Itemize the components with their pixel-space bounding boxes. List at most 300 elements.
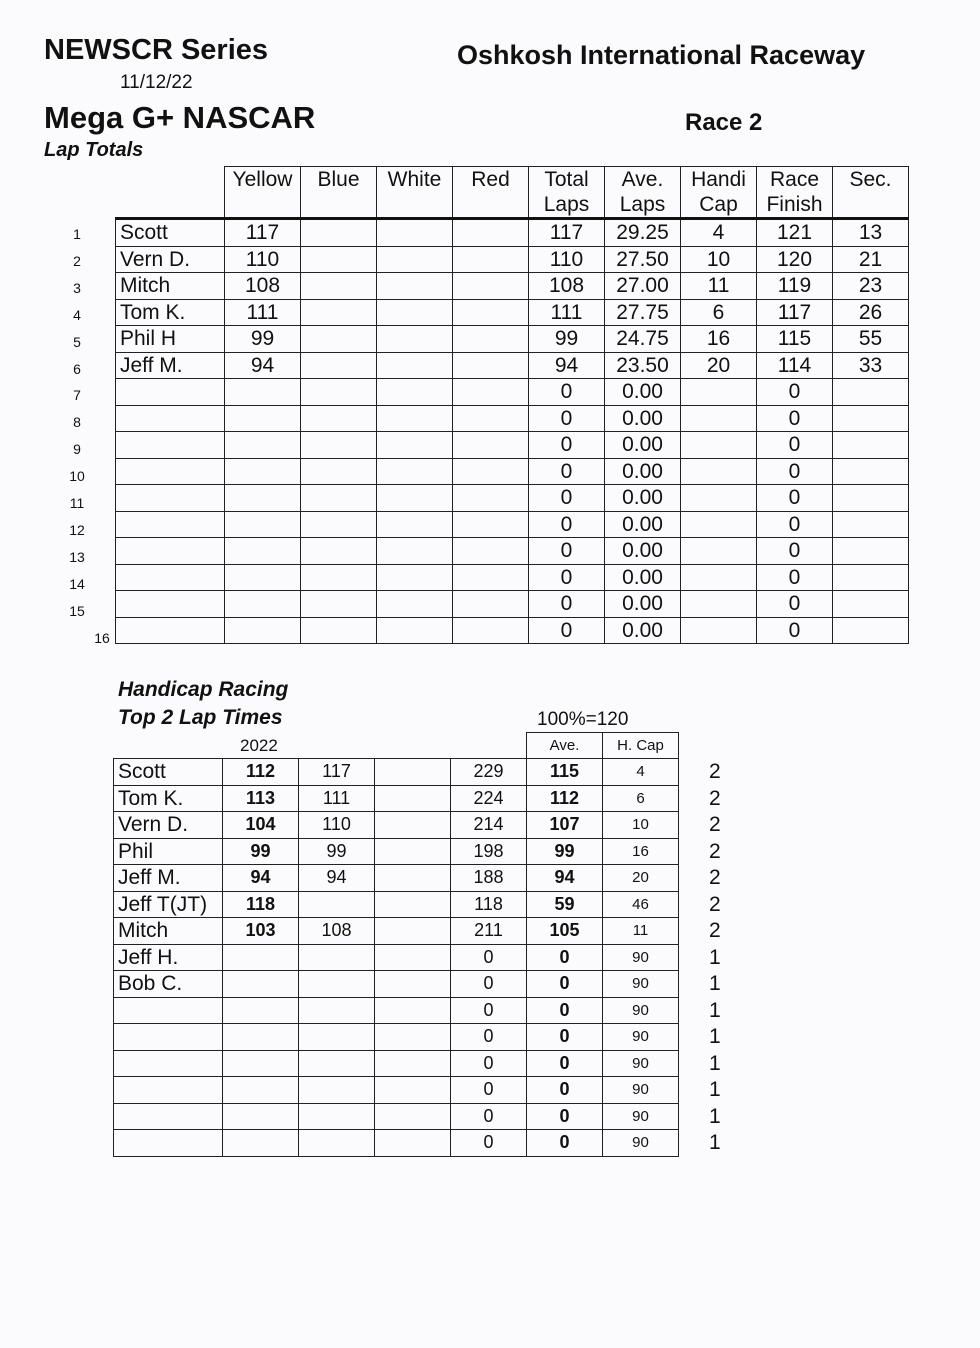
cell-lap2: 110 xyxy=(299,812,375,839)
column-header xyxy=(377,167,453,219)
cell-total: 99 xyxy=(529,326,605,353)
cell-sum: 0 xyxy=(451,997,527,1024)
handicap-table xyxy=(113,732,759,1157)
column-header-ave: Ave. xyxy=(527,733,603,759)
column-header xyxy=(605,167,681,219)
cell-name: Mitch xyxy=(114,918,223,945)
cell-hcap: 90 xyxy=(603,971,679,998)
cell-count: 2 xyxy=(709,866,721,890)
cell-ave: 27.50 xyxy=(605,246,681,273)
cell-sum: 0 xyxy=(451,1103,527,1130)
cell-sec xyxy=(833,458,909,485)
cell-blank xyxy=(375,865,451,892)
header-blank xyxy=(451,733,527,759)
table-row xyxy=(114,1130,759,1157)
cell-lap2 xyxy=(299,1130,375,1157)
cell-hcap: 90 xyxy=(603,997,679,1024)
cell-lap2: 108 xyxy=(299,918,375,945)
row-number: 16 xyxy=(94,629,110,646)
cell-total: 111 xyxy=(529,299,605,326)
cell-ave: 23.50 xyxy=(605,352,681,379)
cell-lap2 xyxy=(299,997,375,1024)
cell-lap2 xyxy=(299,891,375,918)
cell-red xyxy=(453,591,529,618)
cell-count: 1 xyxy=(709,972,721,996)
cell-lap2: 111 xyxy=(299,785,375,812)
cell-total: 0 xyxy=(529,432,605,459)
cell-name: Phil xyxy=(114,838,223,865)
cell-lap1 xyxy=(223,1024,299,1051)
cell-sec xyxy=(833,617,909,644)
cell-red xyxy=(453,299,529,326)
column-header-bottom: Cap xyxy=(699,193,738,216)
cell-sec: 13 xyxy=(833,219,909,247)
cell-sum: 198 xyxy=(451,838,527,865)
cell-handicap xyxy=(681,591,757,618)
cell-blank xyxy=(375,997,451,1024)
cell-hcap: 90 xyxy=(603,1077,679,1104)
column-header-top: Yellow xyxy=(232,168,293,191)
header-blank xyxy=(114,733,223,759)
table-row xyxy=(116,538,909,565)
cell-ave: 0 xyxy=(527,1130,603,1157)
cell-handicap: 4 xyxy=(681,219,757,247)
cell-sum: 118 xyxy=(451,891,527,918)
column-header xyxy=(681,167,757,219)
cell-lap1 xyxy=(223,1050,299,1077)
cell-finish: 119 xyxy=(757,273,833,300)
cell-handicap: 11 xyxy=(681,273,757,300)
cell-blue xyxy=(301,591,377,618)
cell-lap2 xyxy=(299,1050,375,1077)
cell-lap2: 94 xyxy=(299,865,375,892)
cell-white xyxy=(377,352,453,379)
cell-red xyxy=(453,326,529,353)
cell-handicap xyxy=(681,485,757,512)
cell-lap1 xyxy=(223,971,299,998)
cell-blue xyxy=(301,246,377,273)
cell-ave: 107 xyxy=(527,812,603,839)
cell-ave: 105 xyxy=(527,918,603,945)
cell-name xyxy=(116,591,225,618)
season-year: 2022 xyxy=(240,736,278,755)
column-header xyxy=(529,167,605,219)
cell-lap1 xyxy=(223,1130,299,1157)
table-row xyxy=(114,1103,759,1130)
cell-name: Tom K. xyxy=(116,299,225,326)
column-header-top: Race xyxy=(769,168,820,191)
cell-ave: 99 xyxy=(527,838,603,865)
cell-hcap: 16 xyxy=(603,838,679,865)
cell-total: 0 xyxy=(529,405,605,432)
cell-name xyxy=(116,485,225,512)
cell-lap1 xyxy=(223,1103,299,1130)
cell-ave: 27.00 xyxy=(605,273,681,300)
cell-handicap xyxy=(681,617,757,644)
cell-blank xyxy=(375,944,451,971)
cell-red xyxy=(453,485,529,512)
cell-blue xyxy=(301,617,377,644)
cell-lap1: 94 xyxy=(223,865,299,892)
table-row xyxy=(116,326,909,353)
cell-hcap: 11 xyxy=(603,918,679,945)
cell-count: 2 xyxy=(709,892,721,916)
cell-name: Scott xyxy=(116,219,225,247)
class-name: Mega G+ NASCAR xyxy=(44,100,316,135)
table-row xyxy=(116,379,909,406)
column-header-top: Handi xyxy=(691,168,746,191)
percent-note: 100%=120 xyxy=(537,709,629,730)
track-name: Oshkosh International Raceway xyxy=(457,40,866,70)
cell-sum: 224 xyxy=(451,785,527,812)
cell-sec: 26 xyxy=(833,299,909,326)
cell-name xyxy=(116,538,225,565)
table-row xyxy=(116,617,909,644)
cell-yellow xyxy=(225,432,301,459)
cell-red xyxy=(453,432,529,459)
cell-ave: 112 xyxy=(527,785,603,812)
header-blank xyxy=(299,733,375,759)
cell-blank xyxy=(375,1024,451,1051)
cell-white xyxy=(377,326,453,353)
cell-sum: 0 xyxy=(451,971,527,998)
row-number: 5 xyxy=(73,333,81,350)
cell-blank xyxy=(375,918,451,945)
cell-yellow xyxy=(225,511,301,538)
cell-ave: 29.25 xyxy=(605,219,681,247)
cell-lap1: 112 xyxy=(223,759,299,786)
table-row xyxy=(114,838,759,865)
cell-sec xyxy=(833,564,909,591)
cell-finish: 114 xyxy=(757,352,833,379)
cell-name: Vern D. xyxy=(116,246,225,273)
row-number: 3 xyxy=(73,279,81,296)
cell-white xyxy=(377,432,453,459)
table-row xyxy=(116,564,909,591)
cell-handicap xyxy=(681,564,757,591)
cell-handicap: 10 xyxy=(681,246,757,273)
row-number: 12 xyxy=(69,521,85,538)
cell-blue xyxy=(301,564,377,591)
cell-finish: 0 xyxy=(757,405,833,432)
cell-lap1: 99 xyxy=(223,838,299,865)
cell-total: 0 xyxy=(529,538,605,565)
cell-sec xyxy=(833,405,909,432)
cell-white xyxy=(377,564,453,591)
row-number: 9 xyxy=(73,441,81,458)
cell-red xyxy=(453,405,529,432)
cell-finish: 0 xyxy=(757,458,833,485)
cell-count: 2 xyxy=(709,786,721,810)
cell-red xyxy=(453,511,529,538)
cell-count: 2 xyxy=(709,760,721,784)
cell-blank xyxy=(375,1077,451,1104)
cell-red xyxy=(453,352,529,379)
cell-sum: 0 xyxy=(451,1130,527,1157)
cell-white xyxy=(377,591,453,618)
cell-hcap: 20 xyxy=(603,865,679,892)
cell-name: Jeff T(JT) xyxy=(114,891,223,918)
cell-name: Vern D. xyxy=(114,812,223,839)
cell-total: 0 xyxy=(529,485,605,512)
cell-name xyxy=(116,511,225,538)
cell-name xyxy=(114,1024,223,1051)
table-row xyxy=(116,432,909,459)
row-number: 7 xyxy=(73,387,81,404)
cell-blue xyxy=(301,538,377,565)
cell-sum: 0 xyxy=(451,1024,527,1051)
column-header xyxy=(833,167,909,219)
cell-lap1 xyxy=(223,944,299,971)
cell-name xyxy=(114,1077,223,1104)
cell-hcap: 46 xyxy=(603,891,679,918)
cell-lap1: 104 xyxy=(223,812,299,839)
cell-white xyxy=(377,379,453,406)
cell-count: 1 xyxy=(709,1104,721,1128)
header-blank xyxy=(679,733,759,759)
cell-ave: 0 xyxy=(527,997,603,1024)
column-header-top: Total xyxy=(544,168,589,191)
cell-white xyxy=(377,246,453,273)
cell-count: 1 xyxy=(709,998,721,1022)
cell-ave: 94 xyxy=(527,865,603,892)
cell-name xyxy=(116,564,225,591)
column-header xyxy=(225,167,301,219)
cell-yellow xyxy=(225,591,301,618)
cell-ave: 0 xyxy=(527,1024,603,1051)
cell-finish: 0 xyxy=(757,379,833,406)
cell-finish: 120 xyxy=(757,246,833,273)
header-blank xyxy=(375,733,451,759)
table-row xyxy=(116,405,909,432)
cell-blue xyxy=(301,352,377,379)
cell-ave: 0 xyxy=(527,944,603,971)
cell-lap1 xyxy=(223,1077,299,1104)
cell-handicap xyxy=(681,405,757,432)
cell-finish: 0 xyxy=(757,564,833,591)
cell-yellow xyxy=(225,458,301,485)
cell-name: Jeff M. xyxy=(116,352,225,379)
cell-hcap: 90 xyxy=(603,1050,679,1077)
table-row xyxy=(114,891,759,918)
race-date: 11/12/22 xyxy=(120,72,193,93)
cell-red xyxy=(453,273,529,300)
cell-yellow xyxy=(225,564,301,591)
cell-name: Tom K. xyxy=(114,785,223,812)
cell-ave: 0.00 xyxy=(605,617,681,644)
cell-ave: 0.00 xyxy=(605,511,681,538)
cell-white xyxy=(377,458,453,485)
cell-yellow: 108 xyxy=(225,273,301,300)
cell-ave: 59 xyxy=(527,891,603,918)
cell-lap1: 118 xyxy=(223,891,299,918)
cell-handicap: 20 xyxy=(681,352,757,379)
cell-blue xyxy=(301,379,377,406)
cell-blank xyxy=(375,971,451,998)
cell-sec xyxy=(833,511,909,538)
cell-sec xyxy=(833,379,909,406)
cell-lap2 xyxy=(299,971,375,998)
column-header-top: Blue xyxy=(317,168,360,191)
column-header-bottom: Laps xyxy=(619,193,666,216)
cell-sec xyxy=(833,538,909,565)
cell-red xyxy=(453,458,529,485)
table-row xyxy=(116,246,909,273)
cell-total: 0 xyxy=(529,379,605,406)
cell-sum: 0 xyxy=(451,1050,527,1077)
cell-finish: 115 xyxy=(757,326,833,353)
column-header-top: White xyxy=(387,168,442,191)
table-row xyxy=(114,1077,759,1104)
cell-blank xyxy=(375,759,451,786)
cell-ave: 0 xyxy=(527,1077,603,1104)
cell-yellow xyxy=(225,538,301,565)
table-row xyxy=(114,944,759,971)
cell-yellow: 110 xyxy=(225,246,301,273)
row-number: 8 xyxy=(73,414,81,431)
cell-finish: 0 xyxy=(757,591,833,618)
lap-totals-header xyxy=(116,167,909,219)
cell-name xyxy=(116,617,225,644)
cell-blank xyxy=(375,1050,451,1077)
cell-sec xyxy=(833,432,909,459)
cell-total: 0 xyxy=(529,591,605,618)
cell-total: 110 xyxy=(529,246,605,273)
cell-white xyxy=(377,538,453,565)
handicap-title: Handicap Racing xyxy=(118,678,289,701)
table-row xyxy=(114,971,759,998)
cell-name xyxy=(114,997,223,1024)
cell-total: 0 xyxy=(529,617,605,644)
cell-ave: 0.00 xyxy=(605,591,681,618)
cell-count: 2 xyxy=(709,813,721,837)
cell-count: 1 xyxy=(709,1131,721,1155)
column-header-hcap: H. Cap xyxy=(603,733,679,759)
cell-sum: 214 xyxy=(451,812,527,839)
cell-finish: 0 xyxy=(757,432,833,459)
cell-total: 108 xyxy=(529,273,605,300)
cell-blue xyxy=(301,299,377,326)
cell-ave: 0 xyxy=(527,1103,603,1130)
cell-hcap: 6 xyxy=(603,785,679,812)
cell-white xyxy=(377,617,453,644)
cell-hcap: 90 xyxy=(603,1103,679,1130)
cell-ave: 115 xyxy=(527,759,603,786)
table-row xyxy=(114,997,759,1024)
cell-lap2 xyxy=(299,1103,375,1130)
cell-blue xyxy=(301,485,377,512)
cell-yellow xyxy=(225,617,301,644)
cell-blue xyxy=(301,326,377,353)
cell-finish: 0 xyxy=(757,511,833,538)
cell-lap2: 117 xyxy=(299,759,375,786)
cell-blue xyxy=(301,432,377,459)
row-number: 11 xyxy=(69,495,85,511)
row-number: 2 xyxy=(73,252,81,269)
cell-white xyxy=(377,299,453,326)
cell-handicap xyxy=(681,432,757,459)
cell-name xyxy=(116,432,225,459)
cell-yellow: 99 xyxy=(225,326,301,353)
cell-sum: 0 xyxy=(451,1077,527,1104)
cell-sum: 229 xyxy=(451,759,527,786)
column-header-bottom: Finish xyxy=(766,193,823,216)
cell-ave: 0 xyxy=(527,971,603,998)
cell-lap2: 99 xyxy=(299,838,375,865)
column-header-top: Sec. xyxy=(849,168,892,191)
cell-lap1 xyxy=(223,997,299,1024)
cell-lap1: 113 xyxy=(223,785,299,812)
cell-red xyxy=(453,564,529,591)
cell-count: 1 xyxy=(709,1025,721,1049)
cell-sec: 23 xyxy=(833,273,909,300)
cell-yellow: 111 xyxy=(225,299,301,326)
cell-lap1: 103 xyxy=(223,918,299,945)
cell-blue xyxy=(301,458,377,485)
table-row xyxy=(116,299,909,326)
cell-ave: 0.00 xyxy=(605,538,681,565)
handicap-header xyxy=(114,733,759,759)
row-number: 10 xyxy=(69,468,85,485)
cell-ave: 0.00 xyxy=(605,405,681,432)
cell-name: Bob C. xyxy=(114,971,223,998)
cell-white xyxy=(377,485,453,512)
cell-blank xyxy=(375,785,451,812)
cell-hcap: 90 xyxy=(603,1024,679,1051)
cell-count: 2 xyxy=(709,839,721,863)
cell-blank xyxy=(375,838,451,865)
table-row xyxy=(116,511,909,538)
cell-hcap: 90 xyxy=(603,1130,679,1157)
section-title: Lap Totals xyxy=(44,139,144,161)
cell-blank xyxy=(375,891,451,918)
cell-blue xyxy=(301,219,377,247)
table-row xyxy=(114,865,759,892)
cell-blue xyxy=(301,405,377,432)
cell-blank xyxy=(375,812,451,839)
cell-hcap: 10 xyxy=(603,812,679,839)
cell-red xyxy=(453,219,529,247)
cell-sum: 188 xyxy=(451,865,527,892)
cell-total: 0 xyxy=(529,458,605,485)
cell-sec xyxy=(833,485,909,512)
cell-ave: 0 xyxy=(527,1050,603,1077)
cell-yellow xyxy=(225,379,301,406)
cell-name xyxy=(116,458,225,485)
table-row xyxy=(116,273,909,300)
cell-total: 0 xyxy=(529,511,605,538)
cell-sec xyxy=(833,591,909,618)
cell-red xyxy=(453,246,529,273)
cell-hcap: 4 xyxy=(603,759,679,786)
cell-lap2 xyxy=(299,1077,375,1104)
cell-name xyxy=(114,1050,223,1077)
cell-name: Scott xyxy=(114,759,223,786)
cell-white xyxy=(377,405,453,432)
cell-name: Jeff H. xyxy=(114,944,223,971)
row-number: 4 xyxy=(73,306,81,323)
cell-handicap: 16 xyxy=(681,326,757,353)
race-number: Race 2 xyxy=(685,109,763,136)
handicap-subtitle: Top 2 Lap Times xyxy=(118,706,283,729)
cell-yellow: 117 xyxy=(225,219,301,247)
series-title: NEWSCR Series xyxy=(44,34,269,66)
cell-finish: 117 xyxy=(757,299,833,326)
column-header-bottom: Laps xyxy=(543,193,590,216)
column-header xyxy=(757,167,833,219)
cell-blue xyxy=(301,273,377,300)
row-number: 6 xyxy=(73,360,81,377)
